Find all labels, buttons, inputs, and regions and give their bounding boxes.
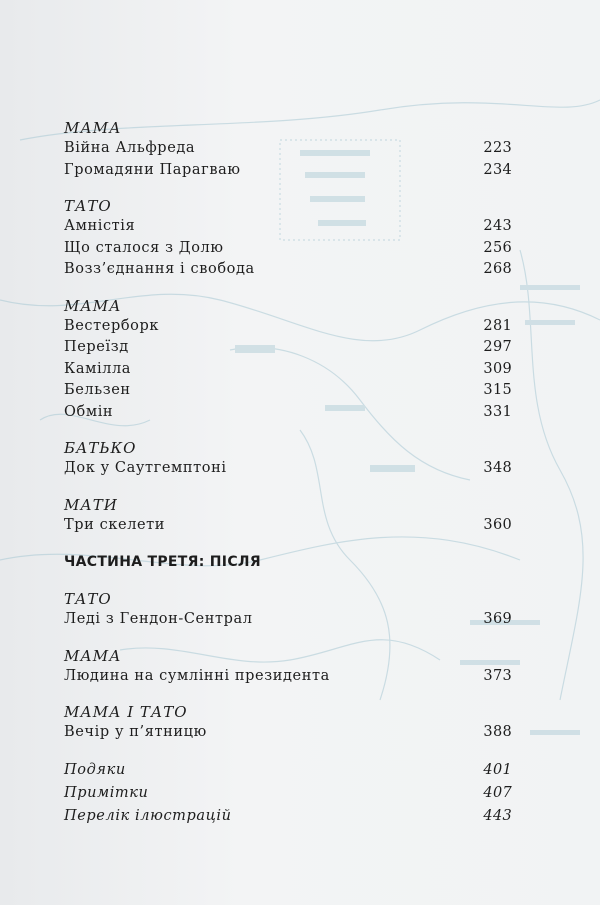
entry-page-number: 348 — [483, 460, 512, 476]
entry-page-number: 388 — [483, 724, 512, 740]
back-matter-entry — [64, 759, 512, 782]
entry-page-number: 281 — [483, 317, 512, 334]
entry-page-number: 360 — [483, 516, 512, 533]
entry-title: Бельзен — [64, 382, 131, 398]
section-heading: МАТИ — [64, 495, 118, 514]
part-three-title: ЧАСТИНА ТРЕТЯ: ПІСЛЯ — [64, 554, 261, 570]
entry-page-number: 331 — [483, 403, 512, 420]
entry-title: Амністія — [64, 218, 136, 234]
entry-title: Громадяни Парагваю — [64, 161, 241, 178]
entry-page-number: 256 — [483, 239, 512, 256]
entry-page-number: 443 — [483, 807, 512, 824]
entry-page-number: 373 — [483, 667, 512, 684]
toc-entry — [64, 515, 512, 537]
toc-section — [64, 702, 512, 744]
toc-entry — [64, 138, 512, 160]
entry-title: Примітки — [64, 784, 149, 801]
entry-title: Возз’єднання і свобода — [64, 261, 255, 277]
toc-section — [64, 438, 512, 480]
entry-title: Що сталося з Долю — [64, 239, 224, 256]
section-heading: ТАТО — [64, 197, 112, 215]
entry-title: Війна Альфреда — [64, 140, 196, 156]
entry-page-number: 243 — [483, 218, 512, 234]
entry-title: Три скелети — [64, 516, 166, 533]
entry-title: Переїзд — [64, 339, 129, 355]
entry-page-number: 401 — [483, 761, 512, 778]
entry-title: Подяки — [64, 761, 126, 778]
toc-section — [64, 495, 512, 537]
entry-page-number: 309 — [483, 360, 512, 377]
toc-entry — [64, 359, 512, 381]
toc-section — [64, 646, 512, 688]
contents-part-three — [64, 589, 512, 744]
toc-entry — [64, 609, 512, 631]
entry-title: Вестерборк — [64, 317, 160, 334]
section-heading: БАТЬКО — [64, 439, 137, 457]
entry-page-number: 223 — [483, 140, 512, 156]
toc-section — [64, 296, 512, 424]
entry-page-number: 407 — [483, 784, 512, 801]
entry-page-number: 369 — [483, 611, 512, 627]
toc-entry — [64, 722, 512, 744]
toc-entry — [64, 160, 512, 182]
entry-page-number: 268 — [483, 261, 512, 277]
toc-entry — [64, 316, 512, 338]
toc-entry — [64, 216, 512, 238]
entry-title: Леді з Гендон-Сентрал — [64, 611, 253, 627]
section-heading: МАМА І ТАТО — [64, 703, 188, 721]
toc-entry — [64, 238, 512, 260]
toc-entry — [64, 259, 512, 281]
table-of-contents — [64, 118, 512, 828]
toc-section — [64, 589, 512, 631]
toc-entry — [64, 402, 512, 424]
section-heading: МАМА — [64, 646, 122, 665]
toc-section — [64, 196, 512, 281]
back-matter-entry — [64, 782, 512, 805]
entry-title: Обмін — [64, 403, 114, 420]
toc-entry — [64, 458, 512, 480]
entry-title: Вечір у п’ятницю — [64, 724, 207, 740]
section-heading: ТАТО — [64, 590, 112, 608]
toc-entry — [64, 380, 512, 402]
contents-part-two — [64, 118, 512, 536]
section-heading: МАМА — [64, 119, 122, 137]
back-matter-entry — [64, 805, 512, 828]
toc-section — [64, 118, 512, 181]
entry-page-number: 315 — [483, 382, 512, 398]
entry-title: Людина на сумлінні президента — [64, 667, 330, 684]
entry-page-number: 297 — [483, 339, 512, 355]
entry-title: Перелік ілюстрацій — [64, 807, 232, 824]
toc-entry — [64, 337, 512, 359]
section-heading: МАМА — [64, 296, 122, 315]
entry-title: Камілла — [64, 360, 132, 377]
entry-page-number: 234 — [483, 161, 512, 178]
entry-title: Док у Саутгемптоні — [64, 460, 227, 476]
back-matter — [64, 759, 512, 828]
toc-entry — [64, 666, 512, 688]
